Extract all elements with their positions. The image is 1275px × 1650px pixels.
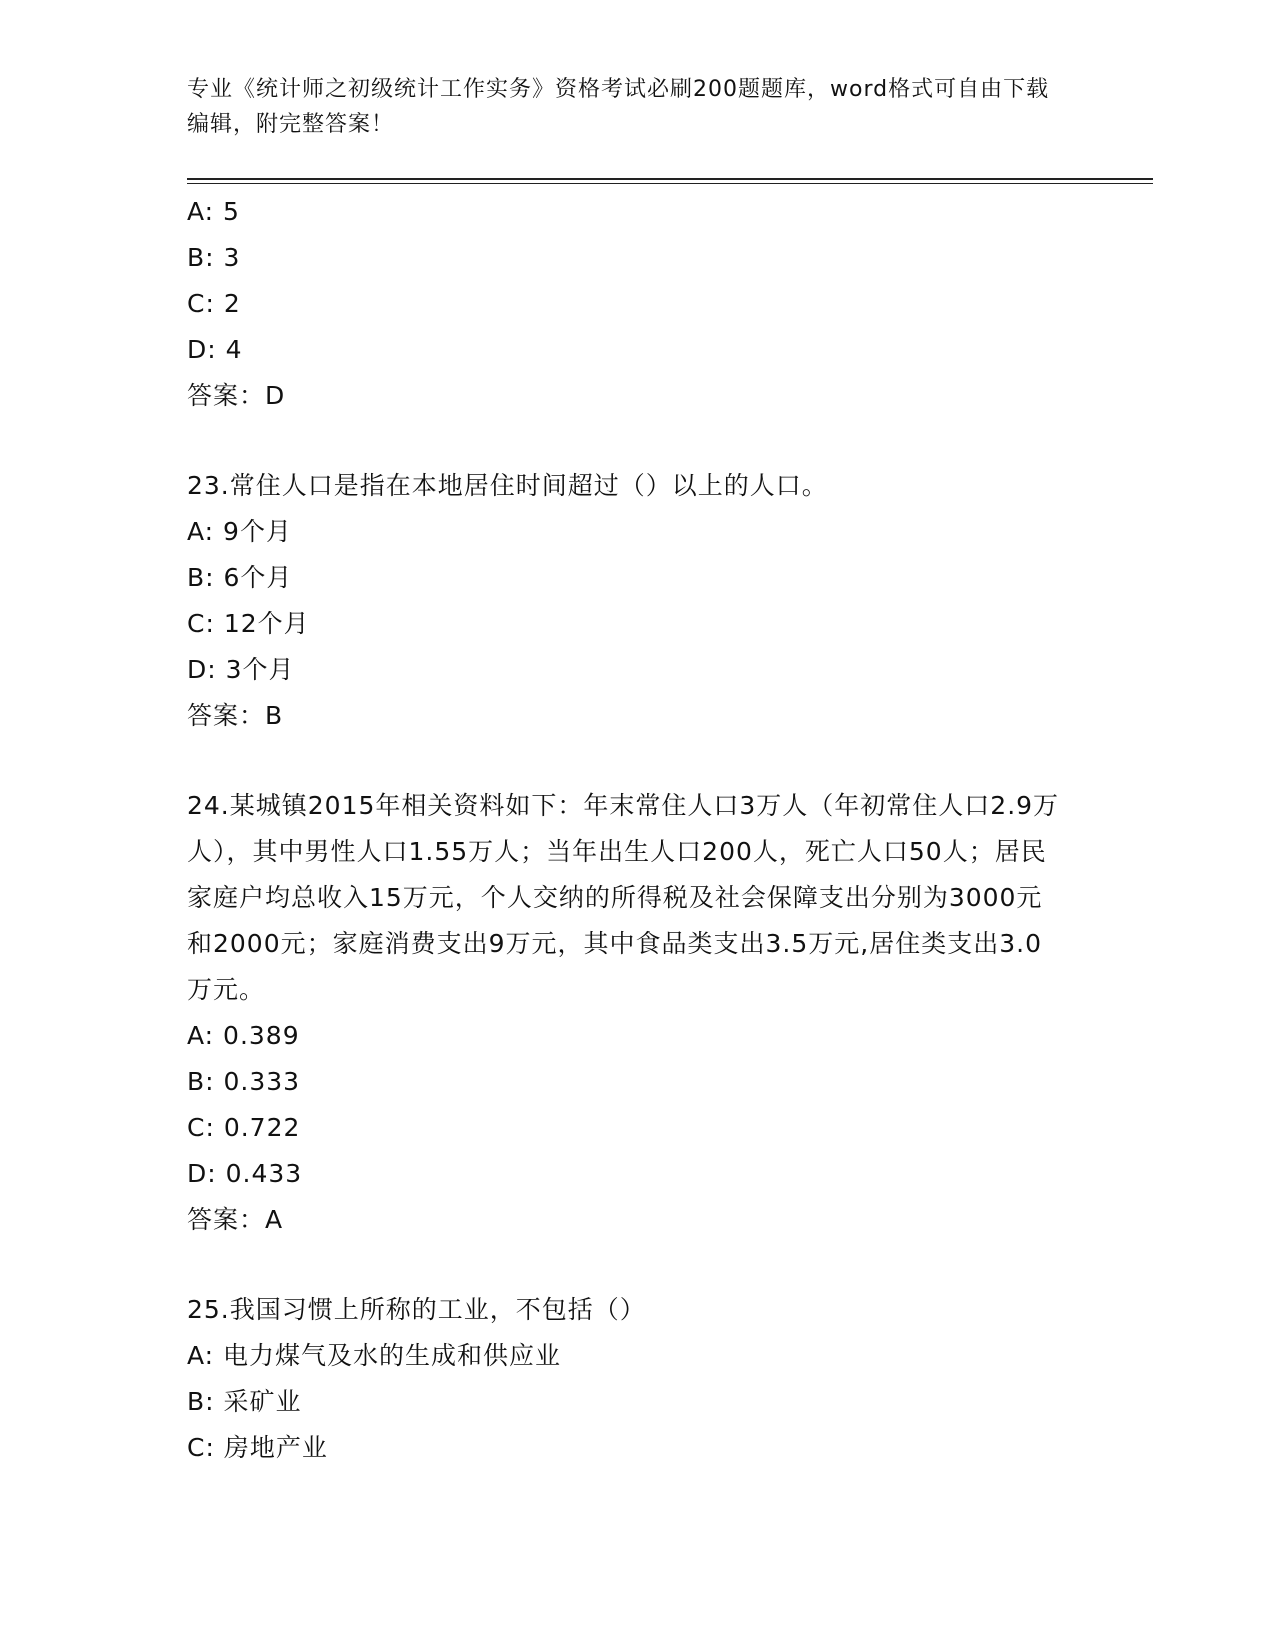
answer: 答案：B xyxy=(187,701,284,730)
option-a: A: 5 xyxy=(187,197,240,226)
option-d: D: 4 xyxy=(187,335,243,364)
option-a: A: 0.389 xyxy=(187,1021,300,1050)
question-block xyxy=(187,463,1067,739)
option-d: D: 3个月 xyxy=(187,655,295,684)
option-a: A: 电力煤气及水的生成和供应业 xyxy=(187,1341,562,1370)
option-c: C: 房地产业 xyxy=(187,1433,328,1462)
question-text: 25.我国习惯上所称的工业，不包括（） xyxy=(187,1295,646,1324)
page-header: 专业《统计师之初级统计工作实务》资格考试必刷200题题库，word格式可自由下载编辑，附完整答案！ xyxy=(187,77,1050,137)
option-b: B: 6个月 xyxy=(187,563,293,592)
option-c: C: 2 xyxy=(187,289,241,318)
header-rule-thick xyxy=(187,178,1153,180)
option-a: A: 9个月 xyxy=(187,517,292,546)
question-block xyxy=(187,189,1067,419)
header-rule-thin xyxy=(187,183,1153,184)
option-c: C: 0.722 xyxy=(187,1113,301,1142)
answer: 答案：D xyxy=(187,381,286,410)
option-b: B: 采矿业 xyxy=(187,1387,302,1416)
question-text: 23.常住人口是指在本地居住时间超过（）以上的人口。 xyxy=(187,471,828,500)
question-list xyxy=(187,189,1067,1471)
option-c: C: 12个月 xyxy=(187,609,310,638)
option-d: D: 0.433 xyxy=(187,1159,303,1188)
question-block xyxy=(187,783,1067,1243)
question-text: 24.某城镇2015年相关资料如下：年末常住人口3万人（年初常住人口2.9万人），其中男性人口1.55万人；当年出生人口200人，死亡人口50人；居民家庭户均总收入15万元，个人交纳的所得税及社会保障支出分别为3000元和2000元；家庭消费支出9万元，其中食品类支出3.5万元,居住类支出3.0万元。 xyxy=(187,791,1060,1004)
question-block xyxy=(187,1287,1067,1471)
option-b: B: 3 xyxy=(187,243,241,272)
answer: 答案：A xyxy=(187,1205,284,1234)
option-b: B: 0.333 xyxy=(187,1067,301,1096)
